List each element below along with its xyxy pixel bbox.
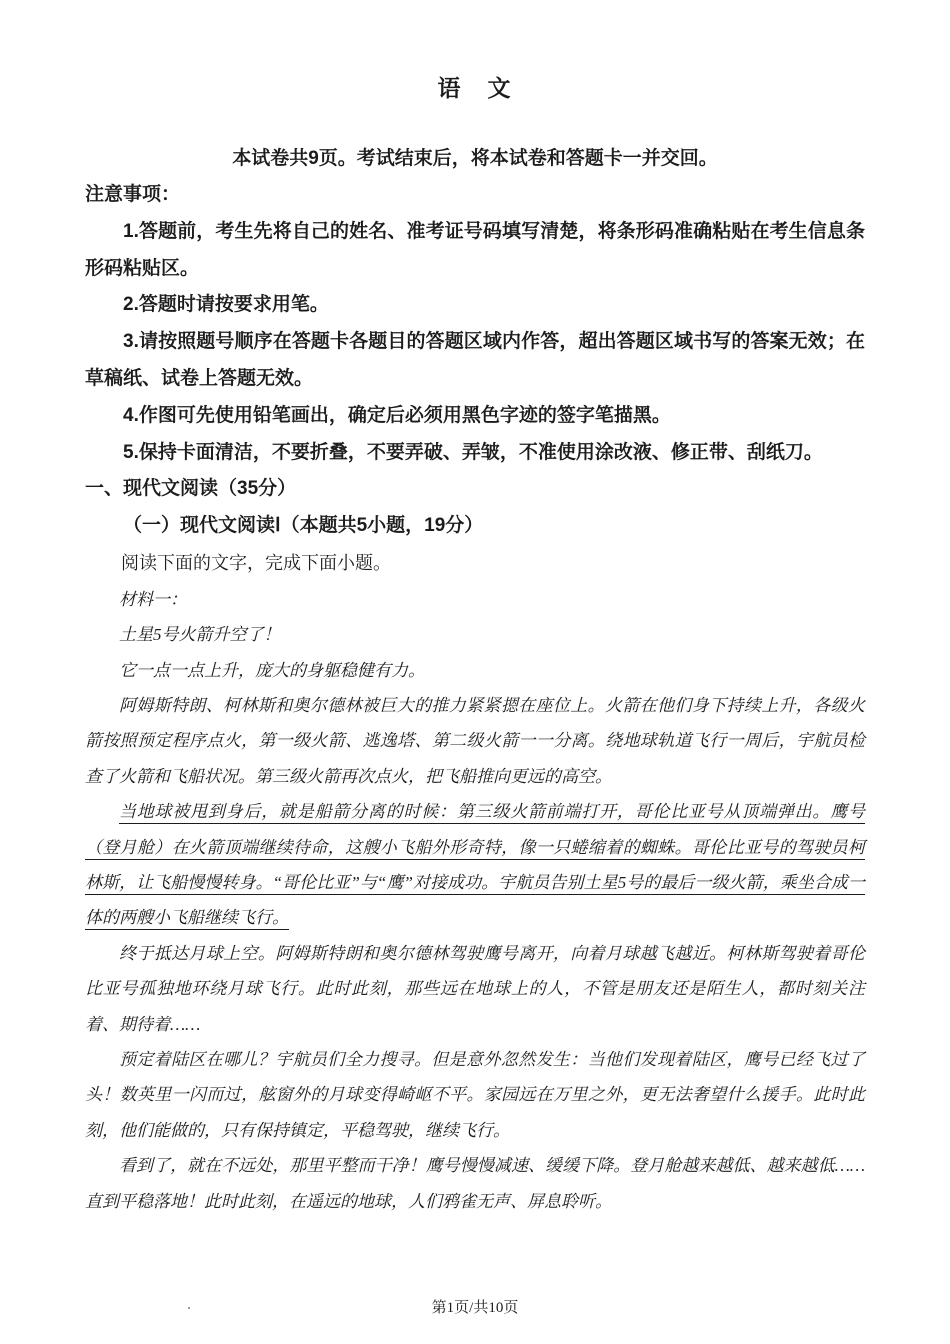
notice-item-1: 1.答题前，考生先将自己的姓名、准考证号码填写清楚，将条形码准确粘贴在考生信息条形码粘贴区。 bbox=[85, 220, 865, 279]
notice-item-3: 3.请按照题号顺序在答题卡各题目的答题区域内作答，超出答题区域书写的答案无效；在草稿纸、试卷上答题无效。 bbox=[85, 331, 865, 389]
notice-item-4: 4.作图可先使用铅笔画出，确定后必须用黑色字迹的签字笔描黑。 bbox=[123, 404, 671, 426]
notice-item-5: 5.保持卡面清洁，不要折叠，不要弄破、弄皱，不准使用涂改液、修正带、刮纸刀。 bbox=[123, 441, 823, 463]
material-paragraph-2: 它一点一点上升，庞大的身躯稳健有力。 bbox=[119, 660, 425, 680]
material-paragraph-5: 终于抵达月球上空。阿姆斯特朗和奥尔德林驾驶鹰号离开，向着月球越飞越近。柯林斯驾驶着哥伦比亚号孤独地环绕月球飞行。此时此刻，那些远在地球上的人，不管是朋友还是陌生人，都时刻关注着、期待着…… bbox=[85, 943, 865, 1034]
material-one-label: 材料一： bbox=[119, 589, 187, 609]
reading-instruction: 阅读下面的文字，完成下面小题。 bbox=[121, 552, 391, 573]
section-heading-modern-reading: 一、现代文阅读（35分） bbox=[85, 478, 297, 500]
notice-heading: 注意事项： bbox=[85, 184, 181, 205]
page-footer: 第1页/共10页 bbox=[431, 1300, 519, 1316]
material-paragraph-1: 土星5号火箭升空了！ bbox=[119, 625, 281, 645]
material-paragraph-6: 预定着陆区在哪儿？宇航员们全力搜寻。但是意外忽然发生：当他们发现着陆区，鹰号已经飞过了头！数英里一闪而过，舷窗外的月球变得崎岖不平。家园远在万里之外，更无法奢望什么援手。此时此刻，他们能做的，只有保持镇定，平稳驾驶，继续飞行。 bbox=[85, 1050, 865, 1140]
page-title: 语 文 bbox=[437, 75, 513, 101]
material-paragraph-4-underlined: 当地球被甩到身后，就是船箭分离的时候：第三级火箭前端打开，哥伦比亚号从顶端弹出。鹰号（登月舱）在火箭顶端继续待命，这艘小飞船外形奇特，像一只蜷缩着的蜘蛛。哥伦比亚号的驾驶员柯林斯，让飞船慢慢转身。“哥伦比亚”与“鹰”对接成功。宇航员告别土星5号的最后一级火箭，乘坐合成一体的两艘小飞船继续飞行。 bbox=[85, 802, 865, 928]
subsection-heading-reading-1: （一）现代文阅读Ⅰ（本题共5小题，19分） bbox=[123, 515, 484, 537]
notice-section bbox=[85, 177, 865, 545]
reading-material-one bbox=[85, 582, 865, 1219]
material-paragraph-3: 阿姆斯特朗、柯林斯和奥尔德林被巨大的推力紧紧摁在座位上。火箭在他们身下持续上升，各级火箭按照预定程序点火，第一级火箭、逃逸塔、第二级火箭一一分离。绕地球轨道飞行一周后，宇航员检查了火箭和飞船状况。第三级火箭再次点火，把飞船推向更远的高空。 bbox=[85, 695, 865, 786]
exam-intro-line: 本试卷共9页。考试结束后，将本试卷和答题卡一并交回。 bbox=[232, 148, 718, 169]
material-paragraph-7: 看到了，就在不远处，那里平整而干净！鹰号慢慢减速、缓缓下降。登月舱越来越低、越来越低……直到平稳落地！此时此刻，在遥远的地球，人们鸦雀无声、屏息聆听。 bbox=[85, 1156, 865, 1211]
notice-item-2: 2.答题时请按要求用笔。 bbox=[123, 294, 329, 316]
